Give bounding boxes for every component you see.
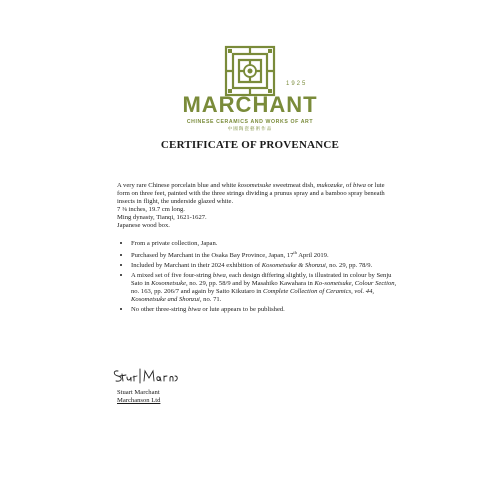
text-run: No other three-string: [131, 306, 188, 314]
italic-text: biwa: [353, 182, 366, 189]
brand-tagline: CHINESE CERAMICS AND WORKS OF ART: [186, 119, 314, 125]
text-run: or lute form on three feet, painted with the three strings dividing a prunus spray and a bamboo spray beneath insects in flight, the underside glazed white.: [117, 182, 385, 206]
italic-text: Kosometsuke & Shonzui: [261, 261, 326, 269]
text-run: April 2019.: [296, 251, 329, 259]
provenance-list: [117, 239, 397, 315]
brand-name: MARCHANT: [182, 92, 318, 117]
italic-text: Kosometsuke: [151, 280, 186, 288]
provenance-item: [131, 249, 397, 260]
signature-image: [110, 365, 180, 387]
text-run: , no. 71.: [199, 296, 222, 304]
signatory-name: Stuart Marchant: [117, 389, 160, 396]
text-run: From a private collection, Japan.: [131, 239, 218, 247]
text-run: , each design differing slightly, is illustrated in colour by Senju Sato in: [131, 272, 392, 288]
object-box: Japanese wood box.: [117, 222, 170, 230]
italic-text: biwa: [212, 272, 226, 280]
italic-text: biwa: [187, 306, 201, 314]
object-description: [117, 182, 397, 206]
superscript-text: th: [293, 249, 297, 255]
text-run: Purchased by Marchant in the Osaka Bay Province, Japan, 17: [131, 251, 294, 259]
object-dimensions: 7 ⅜ inches, 19.7 cm long.: [117, 206, 185, 214]
text-run: sweetmeat dish,: [271, 182, 317, 189]
text-run: A mixed set of five four-string: [131, 272, 213, 280]
marchant-logo-icon: [223, 44, 277, 98]
provenance-item: [131, 305, 397, 314]
text-run: , no. 163, pp. 206/7 and again by Saito Kikutaro in: [131, 280, 397, 296]
text-run: or lute appears to be published.: [200, 306, 285, 314]
text-run: , of: [342, 182, 354, 189]
text-run: A very rare Chinese porcelain blue and white: [117, 182, 238, 189]
certificate-body: [117, 182, 397, 316]
italic-text: Complete Collection of Ceramics, vol. 44, Kosometsuke and Shonzui: [131, 288, 375, 304]
text-run: , no. 29, pp. 58/9 and by Masahiko Kawahara in: [185, 280, 315, 288]
provenance-item: [131, 261, 397, 270]
certificate-title: CERTIFICATE OF PROVENANCE: [160, 139, 340, 151]
italic-text: Ko-sometsuke, Colour Section: [314, 280, 395, 288]
object-period: Ming dynasty, Tianqi, 1621-1627.: [117, 214, 207, 222]
italic-text: kosometsuke: [237, 182, 272, 189]
text-run: , no. 29, pp. 78/9.: [325, 261, 373, 269]
provenance-item: [131, 239, 397, 248]
signatory-company: Marchanson Ltd: [117, 397, 161, 405]
text-run: Included by Marchant in their 2024 exhibition of: [131, 261, 262, 269]
brand-chinese-text: 中國陶瓷藝術作品: [227, 127, 273, 132]
italic-text: mukozuke: [316, 182, 343, 189]
signatory-block: [117, 389, 160, 405]
brand-year: 1925: [286, 81, 308, 87]
provenance-item: [131, 271, 397, 304]
